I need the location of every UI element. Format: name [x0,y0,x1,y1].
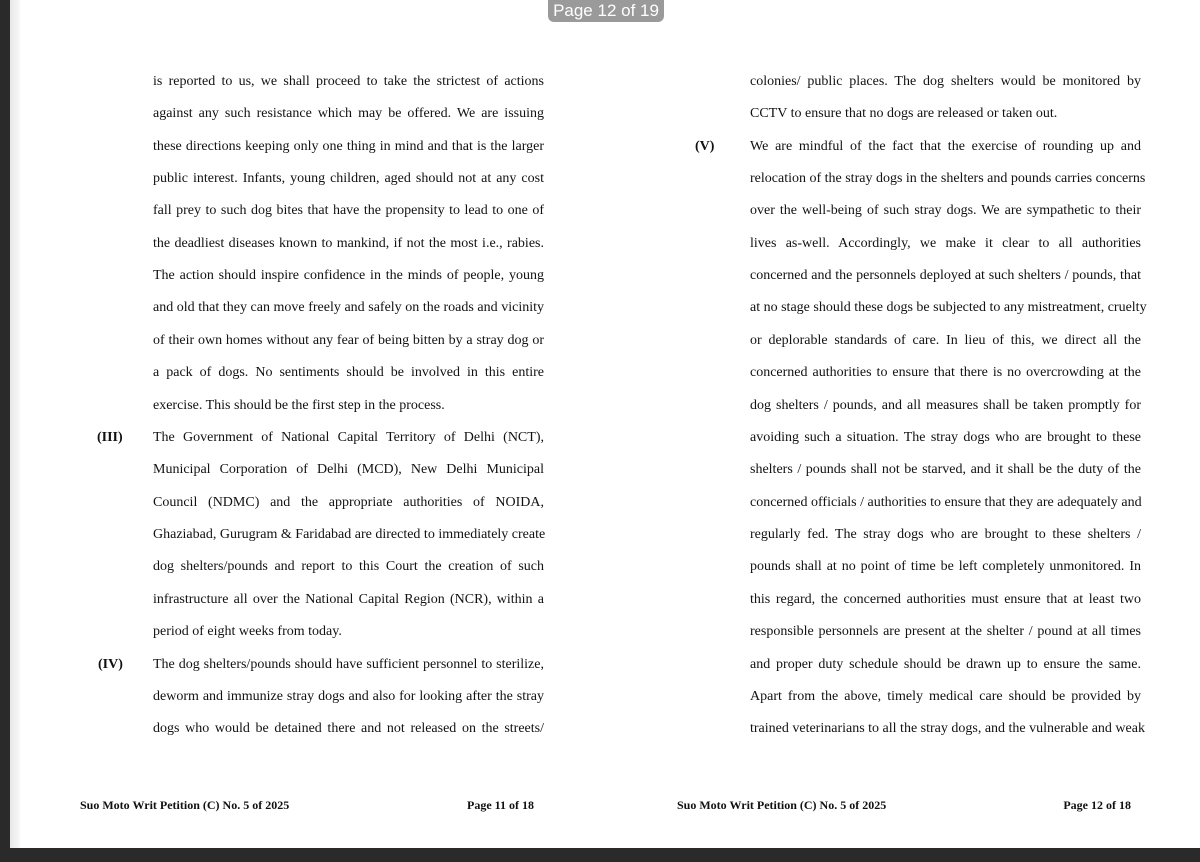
right-page-line: colonies/ public places. The dog shelters would be monitored by [750,74,1141,89]
left-page-line: The Government of National Capital Territory of Delhi (NCT), [153,430,544,445]
right-page-line: concerned officials / authorities to ensure that they are adequately and [750,495,1142,510]
right-page-line: and proper duty schedule should be drawn up to ensure the same. [750,657,1141,672]
left-page-line: fall prey to such dog bites that have the propensity to lead to one of [153,203,544,218]
paragraph-marker-iv: (IV) [98,657,123,672]
right-page-line: this regard, the concerned authorities must ensure that at least two [750,592,1141,607]
left-page-line: a pack of dogs. No sentiments should be involved in this entire [153,365,544,380]
right-page-line: or deplorable standards of care. In lieu of this, we direct all the [750,333,1141,348]
left-page-line: and old that they can move freely and safely on the roads and vicinity [153,300,544,315]
left-page-line: Municipal Corporation of Delhi (MCD), New Delhi Municipal [153,462,544,477]
page-edge-shadow [10,0,20,848]
left-page-line: is reported to us, we shall proceed to take the strictest of actions [153,74,544,89]
left-page-line: deworm and immunize stray dogs and also for looking after the stray [153,689,544,704]
left-page-line: Ghaziabad, Gurugram & Faridabad are directed to immediately create [153,527,546,542]
left-page-line: public interest. Infants, young children, aged should not at any cost [153,171,544,186]
right-page-number: Page 12 of 18 [1063,798,1131,812]
right-page-line: avoiding such a situation. The stray dogs who are brought to these [750,430,1141,445]
left-page-line: period of eight weeks from today. [153,624,342,639]
left-page-footer-title: Suo Moto Writ Petition (C) No. 5 of 2025 [80,798,290,812]
right-page-line: shelters / pounds shall not be starved, and it shall be the duty of the [750,462,1141,477]
left-page-line: of their own homes without any fear of being bitten by a stray dog or [153,333,544,348]
left-page-line: against any such resistance which may be offered. We are issuing [153,106,544,121]
right-page-line: regularly fed. The stray dogs who are brought to these shelters / [750,527,1141,542]
right-page-line: at no stage should these dogs be subjected to any mistreatment, cruelty [750,300,1147,315]
paragraph-marker-iii: (III) [97,430,123,445]
right-page-line: CCTV to ensure that no dogs are released or taken out. [750,106,1058,121]
right-page-line: relocation of the stray dogs in the shelters and pounds carries concerns [750,171,1146,186]
right-page-line: We are mindful of the fact that the exercise of rounding up and [750,139,1141,154]
left-page-line: exercise. This should be the first step in the process. [153,398,445,413]
right-page-line: trained veterinarians to all the stray dogs, and the vulnerable and weak [750,721,1145,736]
left-page-line: the deadliest diseases known to mankind, if not the most i.e., rabies. [153,236,544,251]
page-indicator: Page 12 of 19 [548,0,664,22]
right-page-line: concerned authorities to ensure that there is no overcrowding at the [750,365,1141,380]
left-page-line: dog shelters/pounds and report to this Court the creation of such [153,559,544,574]
left-page-line: dogs who would be detained there and not released on the streets/ [153,721,544,736]
paragraph-marker-v: (V) [695,139,715,154]
right-page-line: concerned and the personnels deployed at such shelters / pounds, that [750,268,1141,283]
right-page-line: responsible personnels are present at the shelter / pound at all times [750,624,1141,639]
right-page-line: pounds shall at no point of time be left completely unmonitored. In [750,559,1141,574]
right-page-line: over the well-being of such stray dogs. We are sympathetic to their [750,203,1141,218]
left-page-number: Page 11 of 18 [467,798,534,812]
left-page-line: The dog shelters/pounds should have sufficient personnel to sterilize, [153,657,544,672]
right-page-footer-title: Suo Moto Writ Petition (C) No. 5 of 2025 [677,798,887,812]
left-page-line: Council (NDMC) and the appropriate authorities of NOIDA, [153,495,544,510]
viewer-bottom-bar [0,848,1200,862]
right-page-line: dog shelters / pounds, and all measures shall be taken promptly for [750,398,1141,413]
left-page-line: these directions keeping only one thing in mind and that is the larger [153,139,544,154]
left-page-line: The action should inspire confidence in the minds of people, young [153,268,544,283]
right-page-line: Apart from the above, timely medical care should be provided by [750,689,1141,704]
left-page-line: infrastructure all over the National Capital Region (NCR), within a [153,592,544,607]
document-spread[interactable] [10,0,1200,848]
right-page-line: lives as-well. Accordingly, we make it clear to all authorities [750,236,1141,251]
